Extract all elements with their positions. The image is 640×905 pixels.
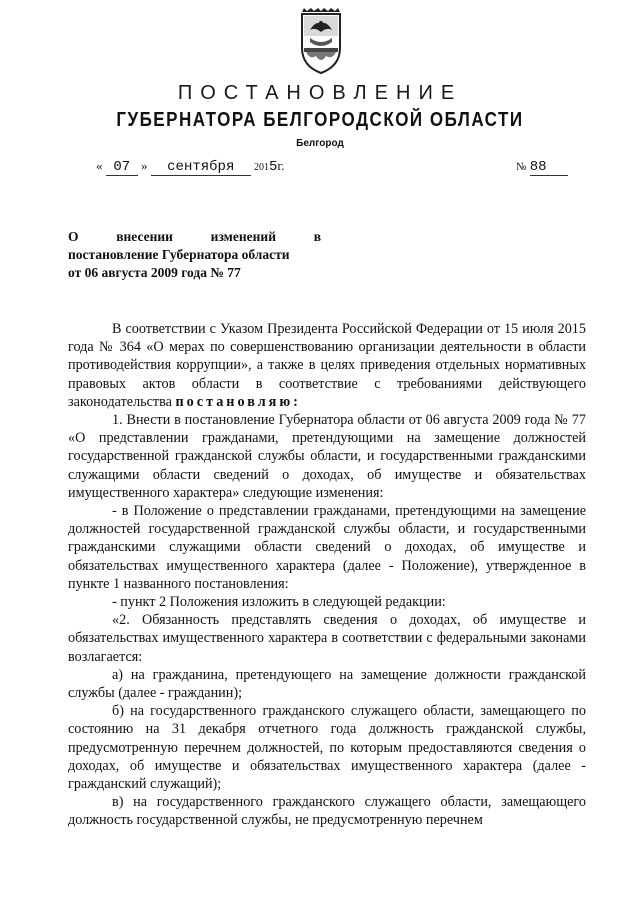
- city-name: Белгород: [296, 138, 344, 149]
- subject-word: О: [68, 229, 79, 244]
- subject-line-1: [68, 228, 321, 246]
- date-day-value: 07: [113, 159, 131, 175]
- resolution-keyword: постановляю:: [175, 393, 301, 410]
- body-paragraph: 1. Внести в постановление Губернатора области от 06 августа 2009 года № 77 «О представлении гражданами, претендующими на замещение должностей государственной гражданской службы области, и государственными гражданскими служащими области сведений о доходах, об имуществе и обязательствах имущественного характера» следующие изменения:: [68, 412, 586, 501]
- date-day: [106, 158, 138, 176]
- body-paragraph: а) на гражданина, претендующего на замещение должности гражданской службы (далее - гражданин);: [68, 666, 586, 702]
- subject-line-2: постановление Губернатора области: [68, 247, 290, 262]
- body-paragraph: - пункт 2 Положения изложить в следующей редакции:: [112, 594, 446, 611]
- document-body: [68, 320, 586, 830]
- body-paragraph: - в Положение о представлении гражданами, претендующими на замещение должностей государственной гражданской службы области, и государственными гражданскими служащими области сведений о доходах, об имуществе и обязательствах имущественного характера (далее - Положение), утвержденное в пункте 1 названного постановления:: [68, 503, 586, 592]
- preamble-paragraph: [68, 320, 586, 411]
- document-type-title: ПОСТАНОВЛЕНИЕ: [177, 82, 463, 104]
- date-month: [151, 158, 251, 176]
- number-underline: [530, 158, 568, 176]
- subject-word: изменений: [210, 229, 276, 244]
- date-year-end: г.: [277, 158, 285, 173]
- date-close-quote: »: [141, 158, 148, 173]
- document-number-field: [516, 158, 568, 176]
- date-field: [96, 158, 285, 176]
- subject-word: в: [313, 229, 321, 244]
- date-year-prefix: 201: [254, 162, 269, 173]
- date-year-suffix: 5: [269, 159, 278, 175]
- body-paragraph: б) на государственного гражданского служащего области, замещающего по состоянию на 31 декабря отчетного года должность гражданской службы, предусмотренную перечнем должностей, по которым предоставляются сведения о доходах, об имуществе и обязательствах имущественного характера (далее - гражданский служащий);: [68, 703, 586, 793]
- date-month-value: сентября: [167, 159, 235, 175]
- document-subject: [68, 228, 321, 282]
- coat-of-arms-icon: [296, 8, 346, 76]
- date-open-quote: «: [96, 158, 103, 173]
- subject-word: внесении: [116, 229, 173, 244]
- body-paragraph: «2. Обязанность представлять сведения о доходах, об имуществе и обязательствах имущественного характера в соответствии с федеральными законами возлагается:: [68, 612, 586, 665]
- subject-line-3: от 06 августа 2009 года № 77: [68, 265, 241, 280]
- document-number: 88: [529, 159, 547, 175]
- body-paragraph: в) на государственного гражданского служащего области, замещающего должность государственной службы, не предусмотренную перечнем: [68, 794, 586, 829]
- issuer-title: ГУБЕРНАТОРА БЕЛГОРОДСКОЙ ОБЛАСТИ: [116, 108, 524, 131]
- number-label: №: [516, 161, 527, 173]
- preamble-text: В соответствии с Указом Президента Российской Федерации от 15 июля 2015 года № 364 «О мерах по совершенствованию организации деятельности в области противодействия коррупции», а также в целях приведения отдельных нормативных правовых актов области в соответствие с требованиями действующего законодательства: [68, 321, 586, 410]
